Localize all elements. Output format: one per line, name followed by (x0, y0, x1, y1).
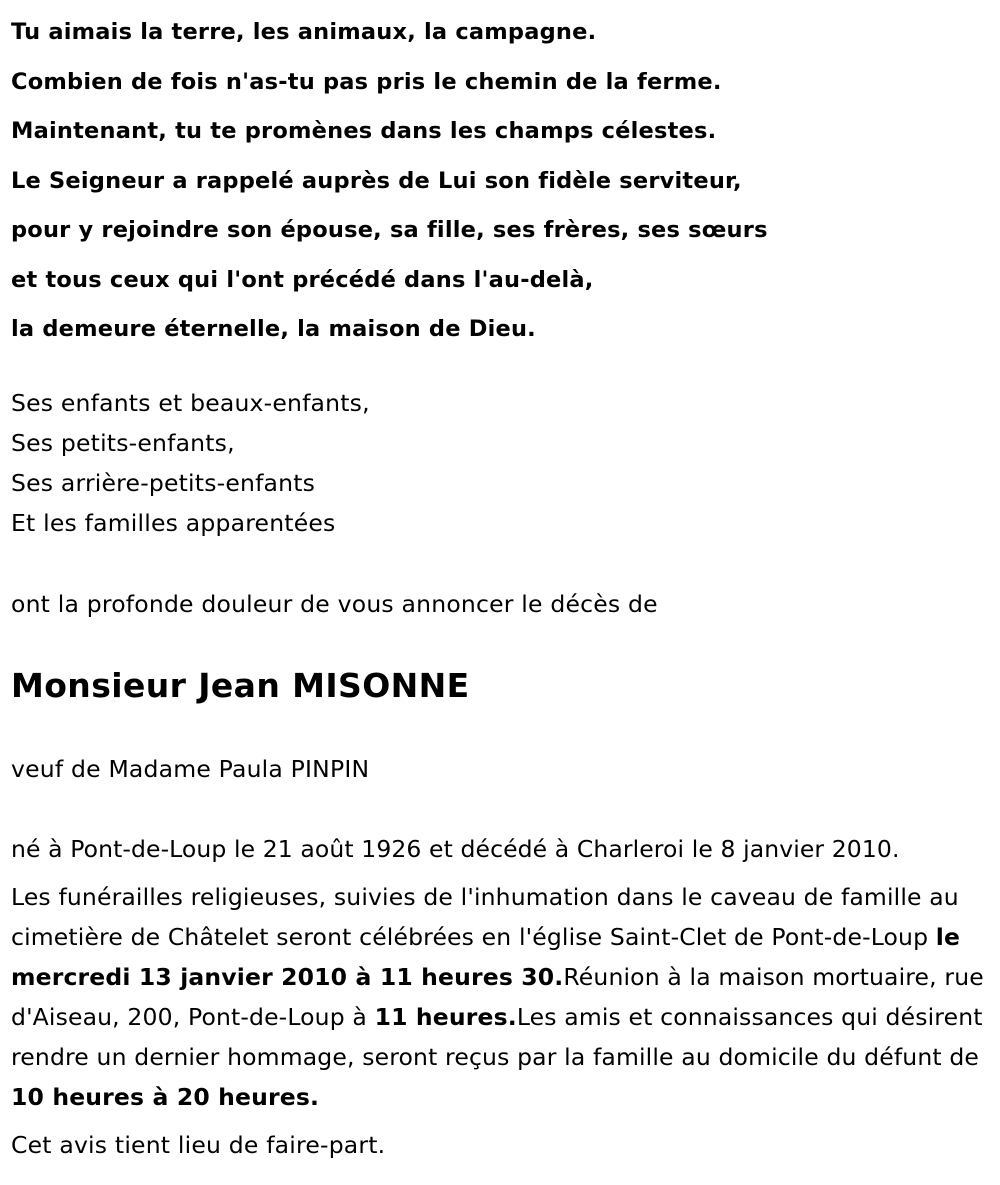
poem-line: Combien de fois n'as-tu pas pris le chemin de la ferme. (11, 68, 722, 95)
gathering-text: Réunion à la maison mortuaire, rue d'Aiseau, 200, Pont-de-Loup à (11, 962, 984, 1031)
visit-hours: 10 heures à 20 heures. (11, 1082, 320, 1111)
family-line: Ses arrière-petits-enfants (11, 468, 316, 497)
gathering-time: 11 heures. (374, 1002, 517, 1031)
widower-of: veuf de Madame Paula PINPIN (11, 754, 370, 783)
service-datetime: le mercredi 13 janvier 2010 à 11 heures 30. (11, 922, 961, 991)
deceased-name: Monsieur Jean MISONNE (11, 665, 470, 705)
family-line: Et les familles apparentées (11, 508, 336, 537)
funeral-details (11, 877, 996, 1117)
poem-line: et tous ceux qui l'ont précédé dans l'au-delà, (11, 266, 594, 293)
poem-line: Maintenant, tu te promènes dans les champs célestes. (11, 118, 717, 144)
family-line: Ses enfants et beaux-enfants, (11, 388, 370, 417)
family-members (11, 383, 1000, 543)
closing-note: Cet avis tient lieu de faire-part. (11, 1130, 386, 1159)
poem-line: Le Seigneur a rappelé auprès de Lui son fidèle serviteur, (11, 167, 742, 194)
family-line: Ses petits-enfants, (11, 428, 235, 457)
poem-line: la demeure éternelle, la maison de Dieu. (11, 316, 536, 342)
visit-text: Les amis et connaissances qui désirent rendre un dernier hommage, seront reçus par la famille au domicile du défunt de (11, 1002, 983, 1071)
memorial-poem (11, 0, 1000, 355)
poem-line: Tu aimais la terre, les animaux, la campagne. (11, 19, 597, 45)
birth-death-info: né à Pont-de-Loup le 21 août 1926 et décédé à Charleroi le 8 janvier 2010. (11, 834, 900, 863)
funeral-intro: Les funérailles religieuses, suivies de l'inhumation dans le caveau de famille au cimetière de Châtelet seront célébrées en l'église Saint-Clet de Pont-de-Loup (11, 882, 959, 951)
announcement-text: ont la profonde douleur de vous annoncer le décès de (11, 589, 658, 618)
poem-line: pour y rejoindre son épouse, sa fille, ses frères, ses sœurs (11, 217, 768, 243)
